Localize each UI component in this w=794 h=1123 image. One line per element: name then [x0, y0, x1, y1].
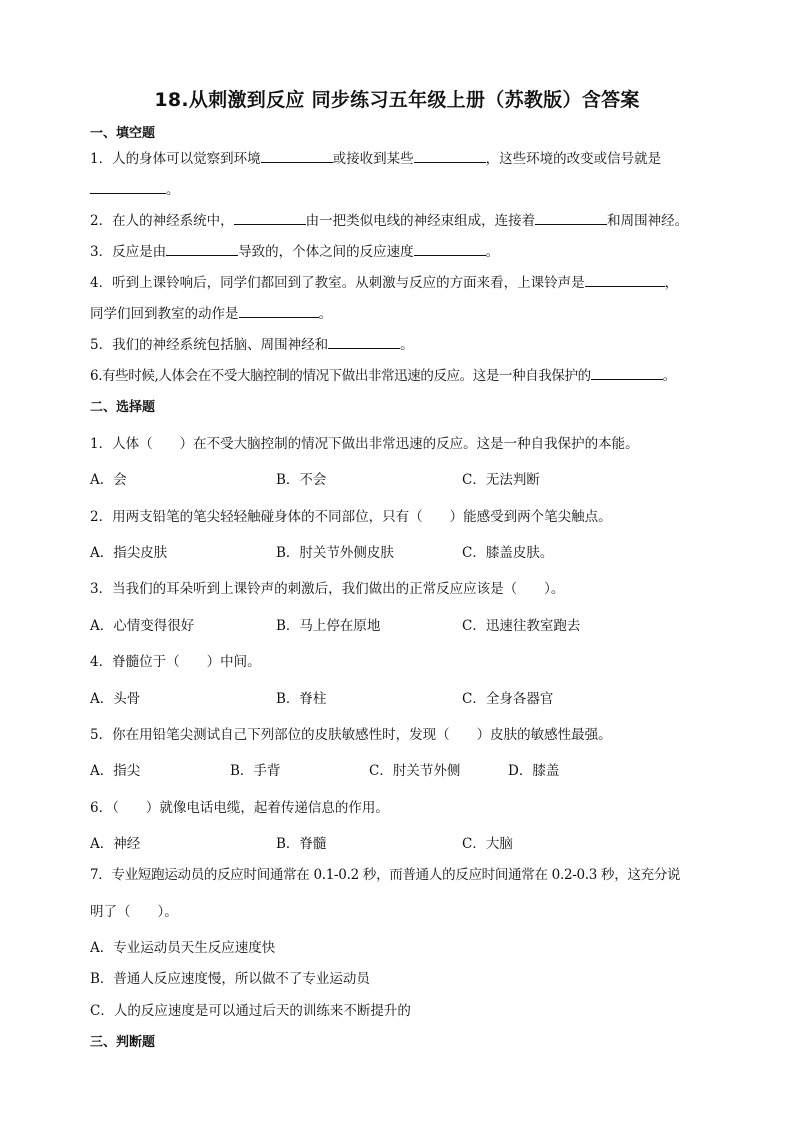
fill-question-4-line1: 4．听到上课铃响后，同学们都回到了教室。从刺激与反应的方面来看，上课铃声是 ， [90, 271, 678, 291]
answer-blank[interactable] [90, 179, 166, 194]
fill-question-3: 3．反应是由 导致的，个体之间的反应速度 。 [90, 240, 499, 260]
answer-blank[interactable] [535, 210, 607, 225]
choice-6-option-b[interactable]: B．脊髓 [276, 836, 327, 852]
choice-3-option-a[interactable]: A．心情变得很好 [90, 618, 195, 634]
fill-question-1-line2: 。 [90, 178, 180, 198]
choice-question-4: 4．脊髓位于（ ）中间。 [90, 654, 261, 670]
choice-5-option-a[interactable]: A．指尖 [90, 763, 141, 779]
choice-7-option-a[interactable]: A．专业运动员天生反应速度快 [90, 940, 276, 956]
choice-2-option-b[interactable]: B．肘关节外侧皮肤 [276, 545, 394, 561]
choice-3-option-b[interactable]: B．马上停在原地 [276, 618, 381, 634]
choice-4-option-a[interactable]: A．头骨 [90, 691, 141, 707]
choice-6-option-a[interactable]: A．神经 [90, 836, 141, 852]
choice-question-2: 2．用两支铅笔的笔尖轻轻触碰身体的不同部位，只有（ ）能感受到两个笔尖触点。 [90, 509, 612, 525]
choice-question-6: 6．（ ）就像电话电缆，起着传递信息的作用。 [90, 800, 389, 816]
choice-2-option-c[interactable]: C．膝盖皮肤。 [462, 545, 554, 561]
choice-question-3: 3．当我们的耳朵听到上课铃声的刺激后，我们做出的正常反应应该是（ ）。 [90, 581, 565, 597]
choice-7-option-b[interactable]: B．普通人反应速度慢，所以做不了专业运动员 [90, 971, 370, 987]
choice-4-option-b[interactable]: B．脊柱 [276, 691, 327, 707]
choice-question-7-line2: 明了（ ）。 [90, 904, 178, 920]
choice-5-option-b[interactable]: B．手背 [230, 763, 281, 779]
document-title: 18.从刺激到反应 同步练习五年级上册（苏教版）含答案 [154, 89, 640, 111]
choice-question-7-line1: 7．专业短跑运动员的反应时间通常在 0.1-0.2 秒，而普通人的反应时间通常在 0.2-0.3 秒，这充分说 [90, 867, 681, 883]
fill-question-4-line2: 同学们回到教室的动作是 。 [90, 302, 332, 322]
choice-3-option-c[interactable]: C．迅速往教室跑去 [462, 618, 581, 634]
choice-5-option-d[interactable]: D．膝盖 [508, 763, 560, 779]
answer-blank[interactable] [585, 272, 665, 287]
choice-1-option-a[interactable]: A．会 [90, 472, 127, 488]
answer-blank[interactable] [261, 148, 333, 163]
choice-2-option-a[interactable]: A．指尖皮肤 [90, 545, 168, 561]
section-heading-fill: 一、填空题 [90, 126, 156, 141]
choice-7-option-c[interactable]: C．人的反应速度是可以通过后天的训练来不断提升的 [90, 1003, 411, 1019]
section-heading-judge: 三、判断题 [90, 1035, 156, 1050]
fill-question-2: 2．在人的神经系统中， 由一把类似电线的神经束组成，连接着 和周围神经。 [90, 209, 688, 229]
fill-question-5: 5．我们的神经系统包括脑、周围神经和 。 [90, 333, 414, 353]
choice-1-option-b[interactable]: B．不会 [276, 472, 327, 488]
answer-blank[interactable] [234, 210, 306, 225]
answer-blank[interactable] [328, 334, 400, 349]
fill-question-1-line1: 1．人的身体可以觉察到环境 或接收到某些 ，这些环境的改变或信号就是 [90, 147, 661, 167]
answer-blank[interactable] [414, 148, 486, 163]
choice-question-1: 1．人体（ ）在不受大脑控制的情况下做出非常迅速的反应。这是一种自我保护的本能。 [90, 436, 639, 452]
answer-blank[interactable] [239, 303, 319, 318]
section-heading-choice: 二、选择题 [90, 400, 156, 415]
choice-5-option-c[interactable]: C．肘关节外侧 [369, 763, 461, 779]
choice-6-option-c[interactable]: C．大脑 [462, 836, 513, 852]
answer-blank[interactable] [591, 365, 663, 380]
choice-4-option-c[interactable]: C．全身各器官 [462, 691, 554, 707]
answer-blank[interactable] [166, 241, 238, 256]
answer-blank[interactable] [414, 241, 486, 256]
choice-question-5: 5．你在用铅笔尖测试自己下列部位的皮肤敏感性时，发现（ ）皮肤的敏感性最强。 [90, 727, 612, 743]
fill-question-6: 6.有些时候,人体会在不受大脑控制的情况下做出非常迅速的反应。这是一种自我保护的 。 [90, 364, 676, 384]
choice-1-option-c[interactable]: C．无法判断 [462, 472, 540, 488]
